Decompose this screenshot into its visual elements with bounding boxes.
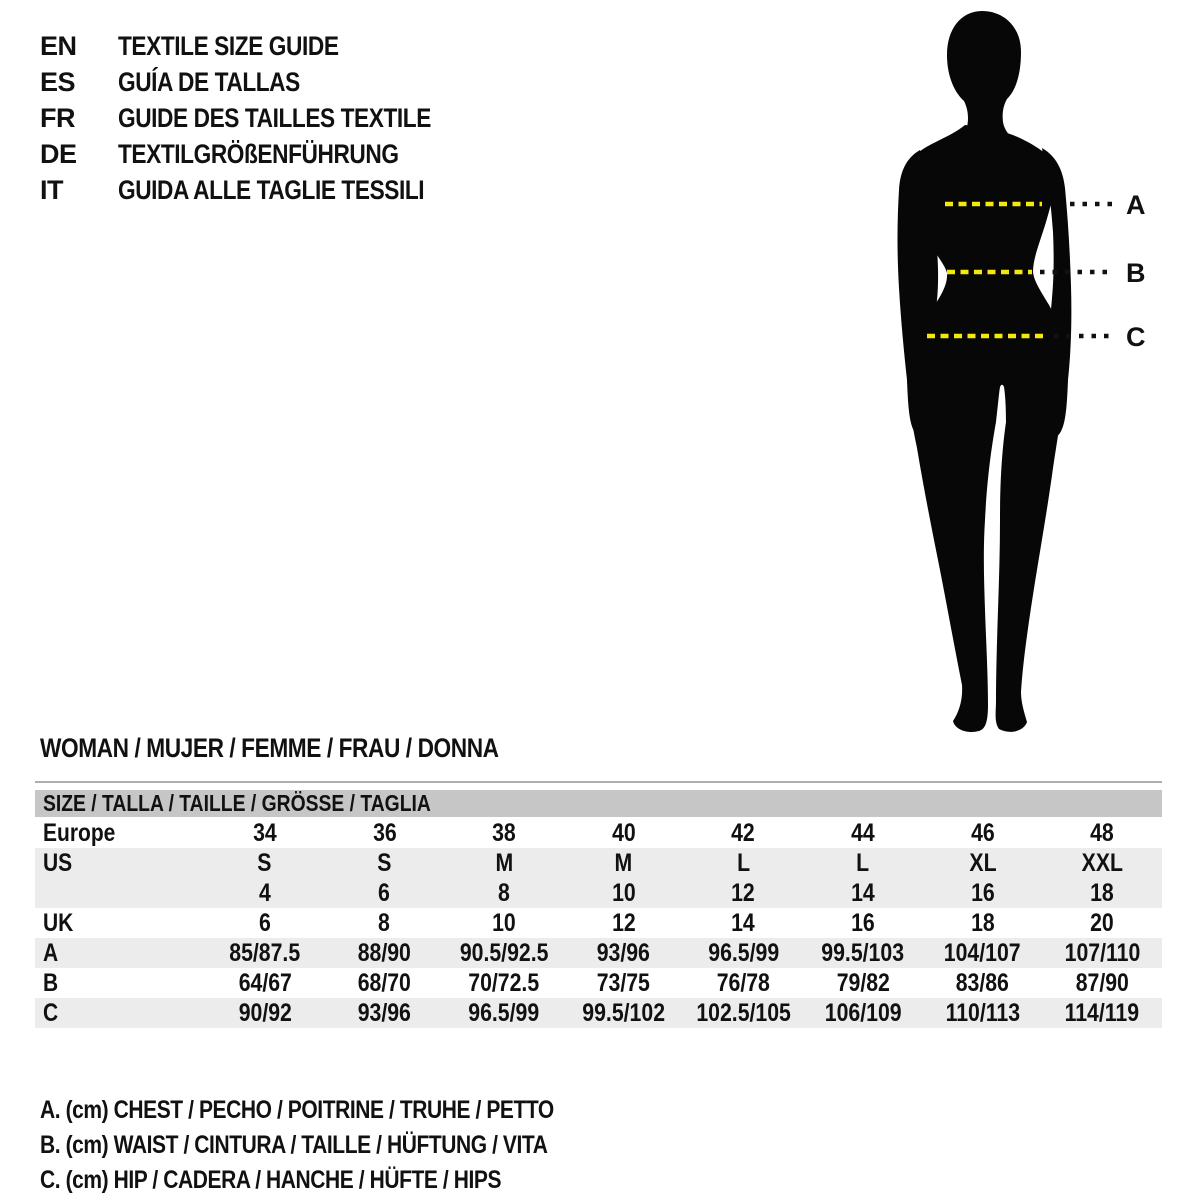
size-cell-text: 14 [851,879,875,907]
size-cell-text: 14 [731,909,756,937]
row-label-text: US [43,849,73,877]
table-header-text: SIZE / TALLA / TAILLE / GRÖSSE / TAGLIA [43,790,431,816]
row-label-text: B [43,969,59,997]
language-code: ES [40,66,76,97]
size-cell [444,878,564,908]
size-cell-text: 102.5/105 [696,999,791,1027]
size-cell-text: 90/92 [238,999,292,1027]
size-cell [325,848,445,878]
chest-label: A [1126,190,1146,220]
language-title-text: GUÍA DE TALLAS [118,66,300,97]
table-row [35,938,1162,968]
size-cell-text: 87/90 [1075,969,1129,997]
size-cell-text: 4 [258,879,271,907]
table-top-border [35,781,1162,783]
size-cell-text: 10 [492,909,516,937]
size-cell-text: L [736,849,750,877]
table-header [35,790,1162,817]
size-cell [923,848,1043,878]
size-cell-text: 64/67 [238,969,292,997]
legend-line-text: C. (cm) HIP / CADERA / HANCHE / HÜFTE / HIPS [40,1166,502,1194]
size-cell [205,878,325,908]
language-title [118,139,452,170]
size-cell-text: 83/86 [955,969,1010,997]
size-cell-text: 18 [970,909,995,937]
size-cell-text: XL [968,849,997,877]
size-cell [444,908,564,938]
size-cell-text: 114/119 [1064,999,1140,1027]
size-cell [1042,968,1162,998]
language-row [40,64,491,100]
legend-line-text: B. (cm) WAIST / CINTURA / TAILLE / HÜFTUNG / VITA [40,1131,548,1159]
size-cell-text: 8 [498,879,510,907]
size-cell [803,878,923,908]
size-cell-text: L [856,849,870,877]
table-row [35,818,1162,848]
size-cell-text: 99.5/103 [821,939,905,967]
size-cell [923,818,1043,848]
size-cell [1042,818,1162,848]
row-label [35,968,205,998]
row-label-text: A [43,939,59,967]
size-cell-text: 20 [1090,909,1115,937]
size-cell [325,998,445,1028]
size-cell-text: M [614,849,633,877]
language-title-text: TEXTILE SIZE GUIDE [118,30,339,61]
size-cell-text: 96.5/99 [707,939,779,967]
size-cell-text: S [257,849,272,877]
legend-line-text: A. (cm) CHEST / PECHO / POITRINE / TRUHE / PETTO [40,1096,554,1124]
row-label-text: Europe [43,819,116,847]
size-cell [564,938,684,968]
language-row [40,172,491,208]
size-cell-text: 93/96 [597,939,651,967]
size-cell [205,818,325,848]
size-cell-text: 10 [611,879,636,907]
size-cell-text: 90.5/92.5 [459,939,549,967]
language-code: EN [40,30,77,61]
size-cell-text: 6 [258,909,271,937]
size-cell [325,938,445,968]
woman-silhouette-diagram [855,0,1175,745]
size-cell [684,908,804,938]
row-label [35,878,205,908]
size-cell-text: 40 [611,819,636,847]
size-cell [564,878,684,908]
size-cell [923,998,1043,1028]
size-cell-text: S [377,849,392,877]
language-title-list [40,28,491,208]
table-row [35,998,1162,1028]
row-label [35,818,205,848]
language-code: IT [40,174,63,205]
size-cell [1042,848,1162,878]
language-title-text: TEXTILGRÖßENFÜHRUNG [118,138,399,169]
size-cell [564,848,684,878]
row-label [35,998,205,1028]
size-cell [684,818,804,848]
size-cell-text: M [495,849,513,877]
size-cell [444,818,564,848]
size-cell-text: 110/113 [945,999,1020,1027]
size-cell [684,938,804,968]
size-cell-text: 107/110 [1064,939,1141,967]
size-cell [444,998,564,1028]
table-row [35,908,1162,938]
size-cell [205,998,325,1028]
size-cell [564,818,684,848]
size-cell [205,938,325,968]
table-row [35,968,1162,998]
size-cell [444,938,564,968]
size-cell [1042,878,1162,908]
language-code: DE [40,138,77,169]
size-cell [684,968,804,998]
size-cell-text: 99.5/102 [582,999,666,1027]
size-table [35,781,1162,1028]
size-cell-text: XXL [1081,849,1123,877]
size-cell-text: 106/109 [824,999,902,1027]
row-label-text: C [43,999,59,1027]
language-row [40,136,491,172]
legend-line [40,1093,652,1128]
size-cell-text: 16 [851,909,875,937]
language-title [118,103,491,134]
size-cell-text: 73/75 [597,969,651,997]
measurement-legend [40,1093,652,1198]
size-cell-text: 96.5/99 [468,999,540,1027]
size-cell [564,998,684,1028]
size-cell-text: 46 [970,819,995,847]
language-row [40,100,491,136]
table-row [35,848,1162,878]
size-cell [1042,908,1162,938]
size-cell-text: 16 [970,879,995,907]
size-cell-text: 70/72.5 [468,969,540,997]
size-cell-text: 88/90 [357,939,412,967]
size-cell-text: 12 [731,879,756,907]
size-cell-text: 12 [611,909,636,937]
size-cell-text: 6 [378,879,391,907]
size-cell-text: 79/82 [836,969,890,997]
size-cell-text: 42 [731,819,756,847]
waist-label: B [1126,258,1146,288]
size-cell [803,908,923,938]
size-cell-text: 38 [492,819,516,847]
size-cell [684,878,804,908]
size-cell-text: 8 [378,909,391,937]
language-title [118,67,335,98]
size-cell [205,848,325,878]
language-title [118,175,483,206]
size-cell-text: 85/87.5 [229,939,301,967]
row-label-text: UK [43,909,74,937]
size-cell [205,968,325,998]
hip-label: C [1126,322,1146,352]
size-cell [325,878,445,908]
size-cell [325,968,445,998]
size-cell [444,848,564,878]
legend-line [40,1163,652,1198]
size-cell [803,968,923,998]
size-cell [564,908,684,938]
legend-line [40,1128,652,1163]
table-row [35,878,1162,908]
silhouette-head [947,11,1021,138]
row-label [35,938,205,968]
section-heading-text: WOMAN / MUJER / FEMME / FRAU / DONNA [40,733,499,763]
size-cell-text: 48 [1090,819,1115,847]
size-cell-text: 44 [851,819,875,847]
size-cell-text: 76/78 [716,969,770,997]
size-cell [923,968,1043,998]
size-cell [803,938,923,968]
size-cell-text: 104/107 [944,939,1021,967]
size-cell-text: 36 [372,819,397,847]
size-cell [923,938,1043,968]
size-cell [684,848,804,878]
size-cell [803,998,923,1028]
size-cell [803,818,923,848]
size-cell [1042,998,1162,1028]
size-cell [923,878,1043,908]
row-label [35,908,205,938]
size-cell [564,968,684,998]
language-title-text: GUIDA ALLE TAGLIE TESSILI [118,174,425,205]
size-cell [684,998,804,1028]
size-cell-text: 68/70 [357,969,412,997]
language-row [40,28,491,64]
size-cell [1042,938,1162,968]
size-cell [444,968,564,998]
row-label [35,848,205,878]
table-body [35,818,1162,1028]
size-cell-text: 93/96 [357,999,412,1027]
language-code: FR [40,102,75,133]
size-cell [803,848,923,878]
language-title [118,31,381,62]
size-cell [325,818,445,848]
size-cell [923,908,1043,938]
size-cell [205,908,325,938]
size-cell-text: 34 [252,819,277,847]
size-cell-text: 18 [1090,879,1115,907]
language-title-text: GUIDE DES TAILLES TEXTILE [118,102,431,133]
section-heading [40,733,586,764]
size-cell [325,908,445,938]
